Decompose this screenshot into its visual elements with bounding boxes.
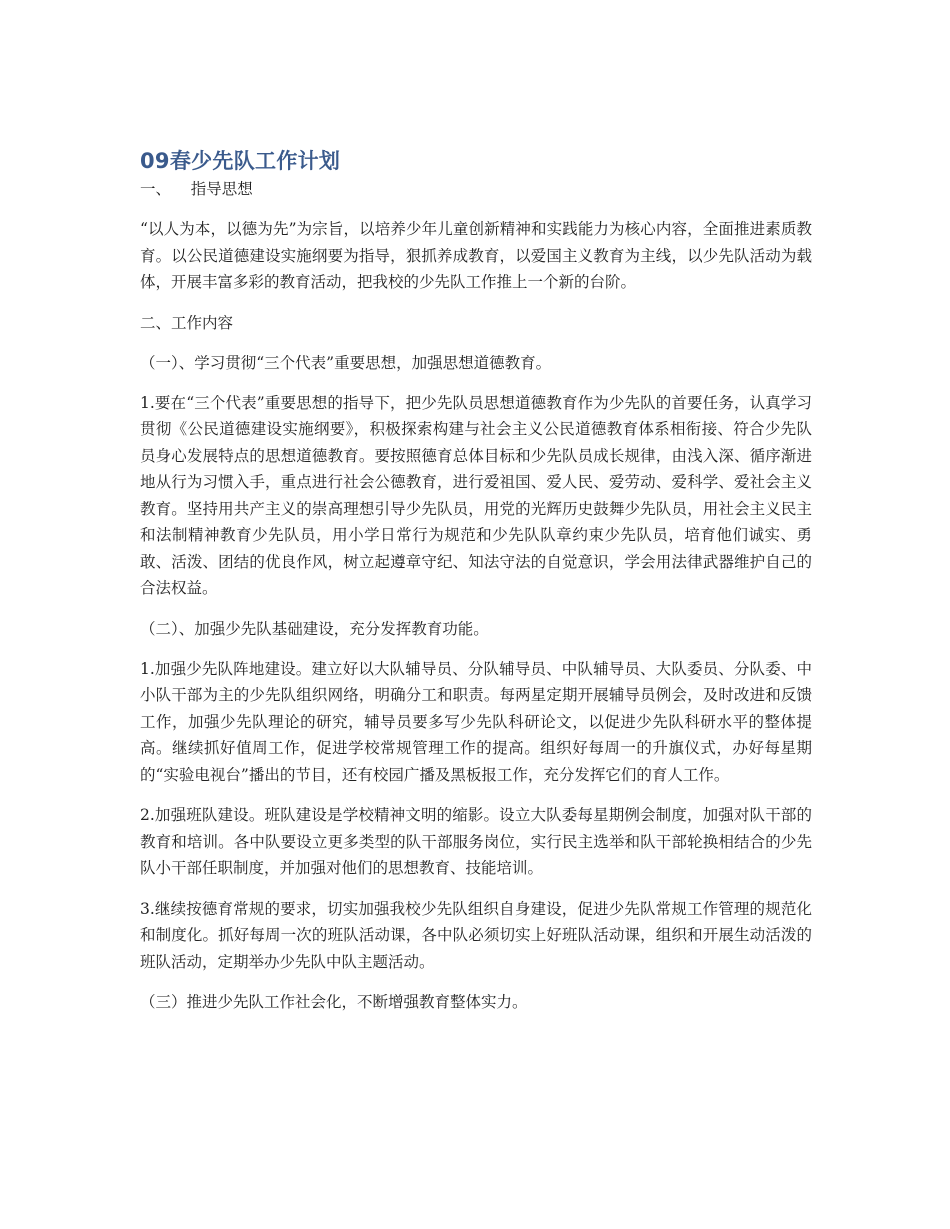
subsection-2-item-2: 2.加强班队建设。班队建设是学校精神文明的缩影。设立大队委每星期例会制度，加强对队干部的教育和培训。各中队要设立更多类型的队干部服务岗位，实行民主选举和队干部轮换相结合的少先队小干部任职制度，并加强对他们的思想教育、技能培训。 [140,806,812,877]
section-1-heading: 一、 指导思想 [140,180,253,198]
subsection-2-item-3: 3.继续按德育常规的要求，切实加强我校少先队组织自身建设，促进少先队常规工作管理的规范化和制度化。抓好每周一次的班队活动课，各中队必须切实上好班队活动课，组织和开展生动活泼的班队活动，定期举办少先队中队主题活动。 [140,899,812,971]
document-page [140,146,812,1029]
section-1-paragraph: “以人为本，以德为先”为宗旨，以培养少年儿童创新精神和实践能力为核心内容，全面推进素质教育。以公民道德建设实施纲要为指导，狠抓养成教育，以爱国主义教育为主线，以少先队活动为载体，开展丰富多彩的教育活动，把我校的少先队工作推上一个新的台阶。 [140,220,812,291]
section-2-heading: 二、工作内容 [140,313,234,332]
subsection-2-heading: （二）、加强少先队基础建设，充分发挥教育功能。 [140,619,489,638]
subsection-1-item-1: 1.要在“三个代表”重要思想的指导下，把少先队员思想道德教育作为少先队的首要任务，认真学习贯彻《公民道德建设实施纲要》，积极探索构建与社会主义公民道德教育体系相衔接、符合少先队员身心发展特点的思想道德教育。要按照德育总体目标和少先队员成长规律，由浅入深、循序渐进地从行为习惯入手，重点进行社会公德教育，进行爱祖国、爱人民、爱劳动、爱科学、爱社会主义教育。坚持用共产主义的崇高理想引导少先队员，用党的光辉历史鼓舞少先队员，用社会主义民主和法制精神教育少先队员，用小学日常行为规范和少先队队章约束少先队员，培育他们诚实、勇敢、活泼、团结的优良作风，树立起遵章守纪、知法守法的自觉意识，学会用法律武器维护自己的合法权益。 [140,393,812,597]
subsection-2-item-1: 1.加强少先队阵地建设。建立好以大队辅导员、分队辅导员、中队辅导员、大队委员、分队委、中小队干部为主的少先队组织网络，明确分工和职责。每两星定期开展辅导员例会，及时改进和反馈工作，加强少先队理论的研究，辅导员要多写少先队科研论文，以促进少先队科研水平的整体提高。继续抓好值周工作，促进学校常规管理工作的提高。组织好每周一的升旗仪式，办好每星期的“实验电视台”播出的节目，还有校园广播及黑板报工作，充分发挥它们的育人工作。 [140,659,812,784]
document-title: 09春少先队工作计划 [140,149,341,173]
subsection-3-heading: （三）推进少先队工作社会化，不断增强教育整体实力。 [140,993,528,1011]
subsection-1-heading: （一）、学习贯彻“三个代表”重要思想，加强思想道德教育。 [140,353,552,372]
